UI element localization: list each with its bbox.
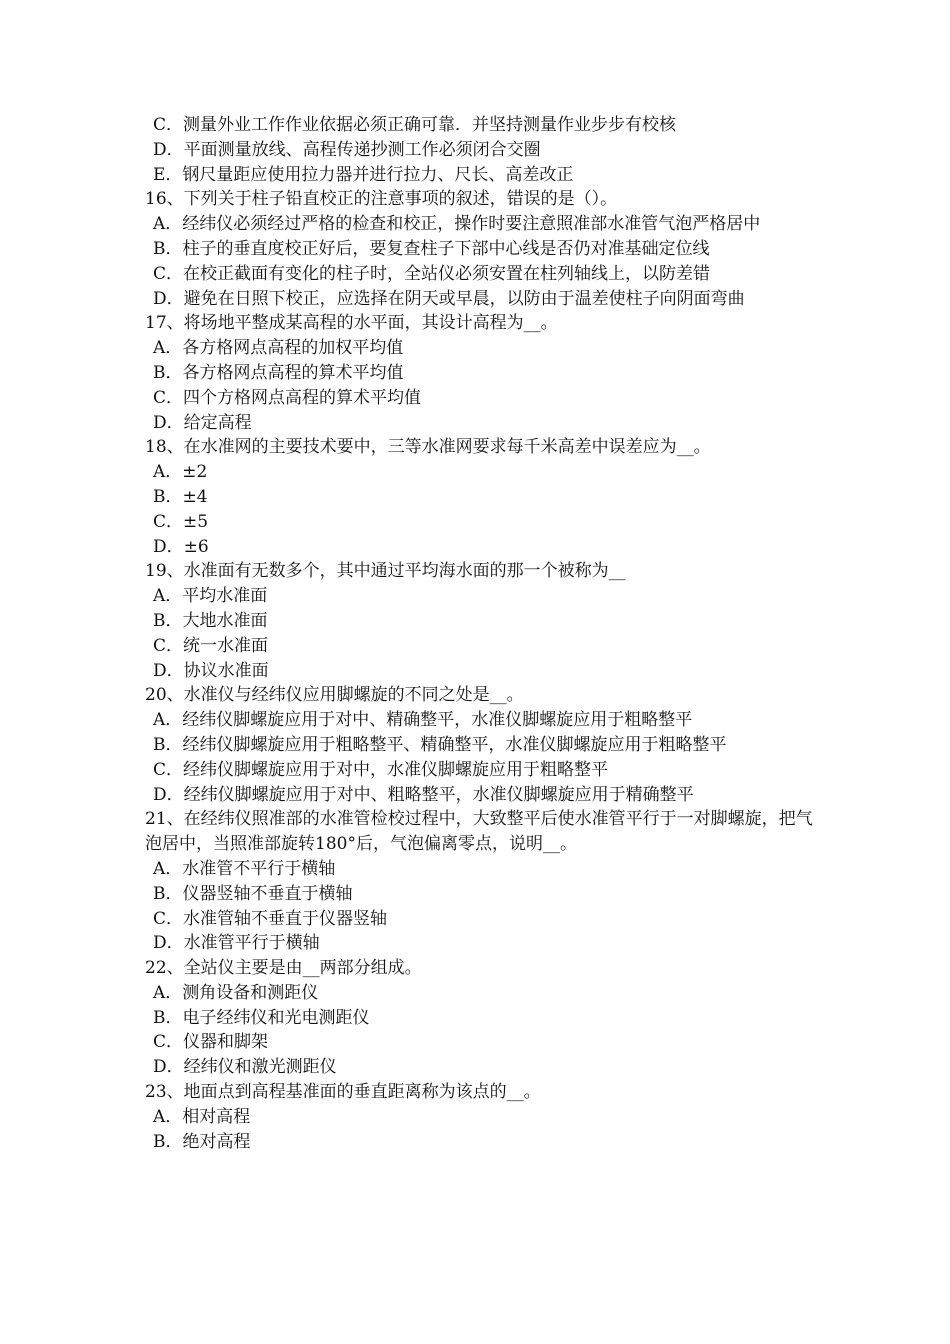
option-text: B．电子经纬仪和光电测距仪 [153,1007,370,1028]
question-stem: 21、在经纬仪照准部的水准管检校过程中，大致整平后使水准管平行于一对脚螺旋，把气泡居中，当照准部旋转180°后，气泡偏离零点，说明__。 [145,809,813,855]
option-text: A．平均水准面 [153,586,268,607]
option-text: A．经纬仪必须经过严格的检查和校正，操作时要注意照准部水准管气泡严格居中 [153,214,761,235]
option-text: B．柱子的垂直度校正好后，要复查柱子下部中心线是否仍对准基础定位线 [153,238,710,259]
question-stem: 22、全站仪主要是由__两部分组成。 [145,958,422,979]
question-stem: 20、水准仪与经纬仪应用脚螺旋的不同之处是__。 [145,685,524,706]
option-text: C．水准管轴不垂直于仪器竖轴 [153,908,388,929]
option-text: B．±4 [153,486,208,507]
option-text: C．四个方格网点高程的算术平均值 [153,387,422,408]
option-text: A．测角设备和测距仪 [153,982,319,1003]
option-text: E．钢尺量距应使用拉力器并进行拉力、尺长、高差改正 [153,164,574,185]
option-text: C．在校正截面有变化的柱子时，全站仪必须安置在柱列轴线上，以防差错 [153,263,711,284]
option-text: B．各方格网点高程的算术平均值 [153,362,404,383]
question-stem: 23、地面点到高程基准面的垂直距离称为该点的__。 [145,1082,541,1103]
option-text: A．各方格网点高程的加权平均值 [153,338,404,359]
option-text: A．水准管不平行于横轴 [153,858,336,879]
option-text: D．给定高程 [153,412,252,433]
question-stem: 16、下列关于柱子铅直校正的注意事项的叙述，错误的是（）。 [145,189,618,210]
option-text: D．经纬仪和激光测距仪 [153,1057,337,1078]
option-text: B．经纬仪脚螺旋应用于粗略整平、精确整平，水准仪脚螺旋应用于粗略整平 [153,734,727,755]
option-text: C．统一水准面 [153,635,269,656]
option-text: D．避免在日照下校正，应选择在阴天或早晨，以防由于温差使柱子向阴面弯曲 [153,288,745,309]
option-text: C．仪器和脚架 [153,1032,269,1053]
question-stem: 17、将场地平整成某高程的水平面，其设计高程为__。 [145,313,558,334]
question-stem: 19、水准面有无数多个，其中通过平均海水面的那一个被称为__ [145,561,626,582]
option-text: A．±2 [153,462,208,483]
option-text: D．平面测量放线、高程传递抄测工作必须闭合交圈 [153,139,541,160]
option-text: D．水准管平行于横轴 [153,933,320,954]
option-text: C．±5 [153,511,209,532]
option-text: A．经纬仪脚螺旋应用于对中、精确整平，水准仪脚螺旋应用于粗略整平 [153,710,693,731]
option-text: D．±6 [153,536,209,557]
option-text: B．大地水准面 [153,610,268,631]
option-text: B．绝对高程 [153,1131,251,1152]
option-text: C．测量外业工作作业依据必须正确可靠．并坚持测量作业步步有校核 [153,115,677,135]
option-text: B．仪器竖轴不垂直于横轴 [153,883,353,904]
question-stem: 18、在水准网的主要技术要中，三等水准网要求每千米高差中误差应为__。 [145,437,711,458]
option-text: A．相对高程 [153,1106,251,1127]
document-page [145,113,815,1154]
option-text: D．经纬仪脚螺旋应用于对中、粗略整平，水准仪脚螺旋应用于精确整平 [153,784,694,805]
option-text: C．经纬仪脚螺旋应用于对中，水准仪脚螺旋应用于粗略整平 [153,759,609,780]
option-text: D．协议水准面 [153,660,269,681]
